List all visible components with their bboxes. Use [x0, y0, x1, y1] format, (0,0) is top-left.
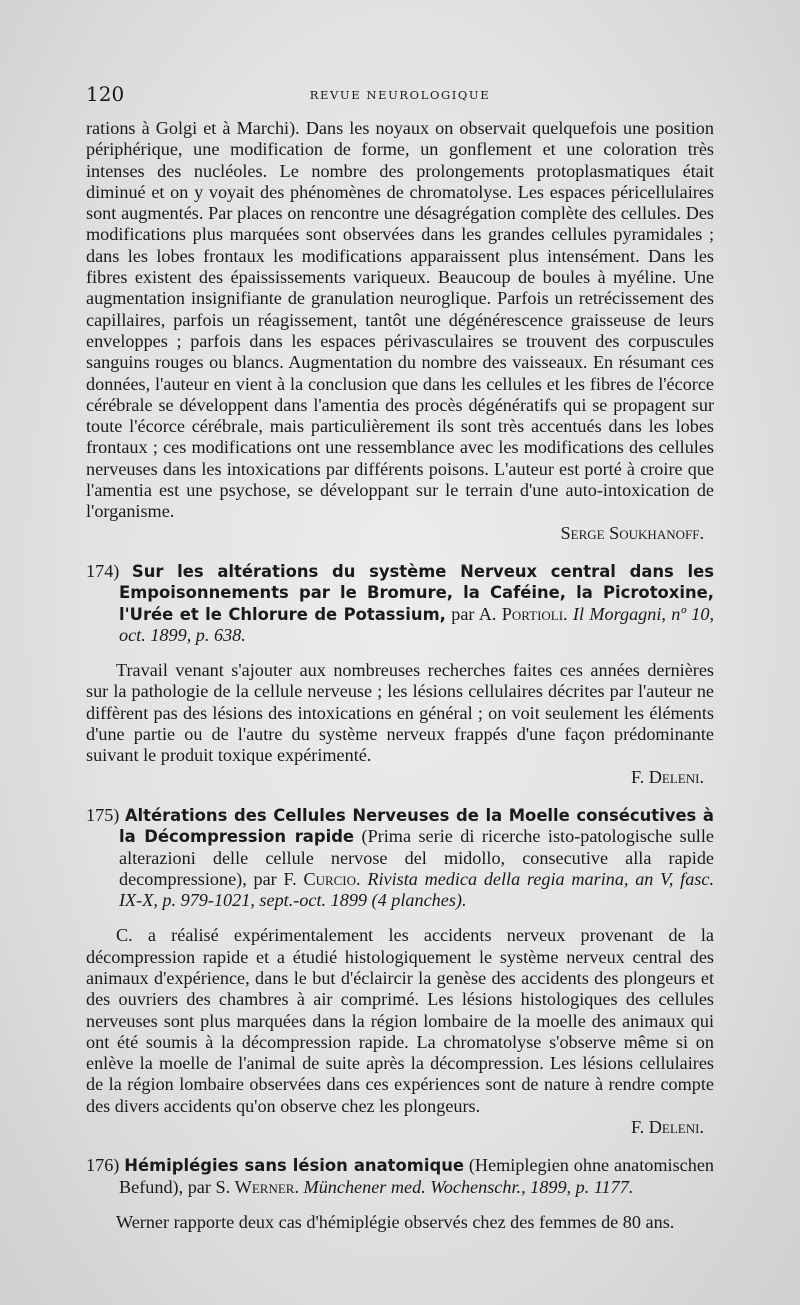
entry-174-author: Portioli.: [501, 603, 568, 624]
page-header: [86, 82, 714, 108]
entry-176-heading: [86, 1155, 714, 1198]
entry-175-author: Curcio.: [303, 868, 361, 889]
entry-174-source: Il Morgagni, nº 10, oct. 1899, p. 638.: [119, 603, 715, 645]
entry-175-body: [86, 925, 714, 1138]
entry-174-number: 174): [86, 560, 120, 581]
entry-176-title: Hémiplégies sans lésion anatomique: [124, 1156, 464, 1176]
entry-174-text: Travail venant s'ajouter aux nombreuses recherches faites ces années dernières sur la pathologie de la cellule nerveuse ; les lésions cellulaires décrites par l'auteur ne diffèrent pas des lésions des intoxications en général ; on voit seulement les éléments d'une partie ou de l'autre du système nerveux frappés d'une façon prédominante suivant le produit toxique expérimenté.: [86, 660, 714, 766]
entry-174-title: Sur les altérations du système Nerveux central dans les Empoisonnements par le Bromure, la Caféine, la Picrotoxine, l'Urée et le Chlorure de Potassium,: [119, 561, 714, 624]
page-number: 120: [86, 82, 125, 106]
continuation-paragraph: rations à Golgi et à Marchi). Dans les noyaux on observait quelquefois une position périphérique, une modification de forme, un gonflement et une coloration très intenses des nucléoles. Le nombre des prolongements protoplasmatiques était diminué et on y voyait des phénomènes de chromatolyse. Les espaces péricellulaires sont augmentés. Par places on rencontre une désagrégation complète des cellules. Des modifications plus marquées sont observées dans les grandes cellules pyramidales ; dans les lobes frontaux les modifications apparaissent plus intensément. Dans les fibres existent des épaississements variqueux. Beaucoup de boules à myéline. Une augmentation insignifiante de granulation neuroglique. Parfois un retrécissement des capillaires, parfois un réagissement, tantôt une dégénérescence graisseuse de leurs enveloppes ; parfois dans les espaces périvasculaires se trouvent des corpuscules sanguins rouges ou blancs. Augmentation du nombre des vaisseaux. En résumant ces données, l'auteur en vient à la conclusion que dans les cellules et les fibres de l'écorce cérébrale se développent dans l'amentia des procès dégénératifs qui se propagent sur toute l'écorce cérébrale, mais particulièrement ils sont très accentués dans les lobes frontaux ; ces modifications ont une ressemblance avec les modifications des cellules nerveuses dans les intoxications par différents poisons. L'auteur est porté à croire que l'amentia est une psychose, se développant sur le terrain d'une auto-intoxication de l'organisme.: [86, 118, 714, 522]
entry-176-author: Werner.: [234, 1176, 299, 1197]
entry-175-signature: F. Deleni.: [631, 1117, 704, 1138]
entry-174-by: par A.: [451, 603, 497, 624]
entry-175: [86, 805, 714, 1138]
entry-175-heading: [86, 805, 714, 911]
entry-175-signature-line: [86, 1117, 714, 1138]
continuation-signature: Serge Soukhanoff.: [560, 522, 704, 543]
entry-175-source: Rivista medica della regia marina, an V, fasc. IX-X, p. 979-1021, sept.-oct. 1899 (4 planches).: [119, 868, 715, 911]
entry-174: [86, 561, 714, 788]
entry-174-heading: [86, 561, 714, 646]
entry-176-by: (Hemiplegien ohne anatomischen Befund), par S.: [119, 1155, 714, 1197]
continuation-signature-line: [86, 523, 714, 544]
entry-175-by: (Prima serie di ricerche isto-patologische sulle alterazioni delle cellule nervose del midollo, consecutive alla rapide decompressione), par F.: [119, 826, 714, 889]
entry-174-signature: F. Deleni.: [631, 766, 704, 787]
running-title: REVUE NEUROLOGIQUE: [309, 88, 491, 102]
entry-176-text: Werner rapporte deux cas d'hémiplégie observés chez des femmes de 80 ans.: [116, 1211, 675, 1232]
entry-175-number: 175): [86, 804, 120, 825]
entry-176-body: [86, 1212, 714, 1233]
entry-175-text: C. a réalisé expérimentalement les accidents nerveux provenant de la décompression rapide et a étudié histologiquement le système nerveux central des animaux d'expérience, dans le but d'éclaircir la genèse des accidents des plongeurs et des ouvriers des chambres à air comprimé. Les lésions histologiques des cellules nerveuses sont plus marquées dans la région lombaire de la moelle des animaux qui ont été soumis à la décompression rapide. La chromatolyse s'observe même si on enlève la moelle de l'animal de suite après la décompression. Les lésions cellulaires de la région lombaire observées dans ces expériences sont de nature à rendre compte des divers accidents qu'on observe chez les plongeurs.: [86, 925, 714, 1116]
entry-176-number: 176): [86, 1155, 120, 1176]
entry-174-body: [86, 660, 714, 788]
entry-175-title: Altérations des Cellules Nerveuses de la Moelle consécutives à la Décompression rapide: [119, 805, 714, 847]
entry-174-signature-line: [86, 767, 714, 788]
entry-176-source: Münchener med. Wochenschr., 1899, p. 1177.: [303, 1176, 634, 1197]
entry-176: [86, 1155, 714, 1233]
continuation-section: [86, 118, 714, 544]
